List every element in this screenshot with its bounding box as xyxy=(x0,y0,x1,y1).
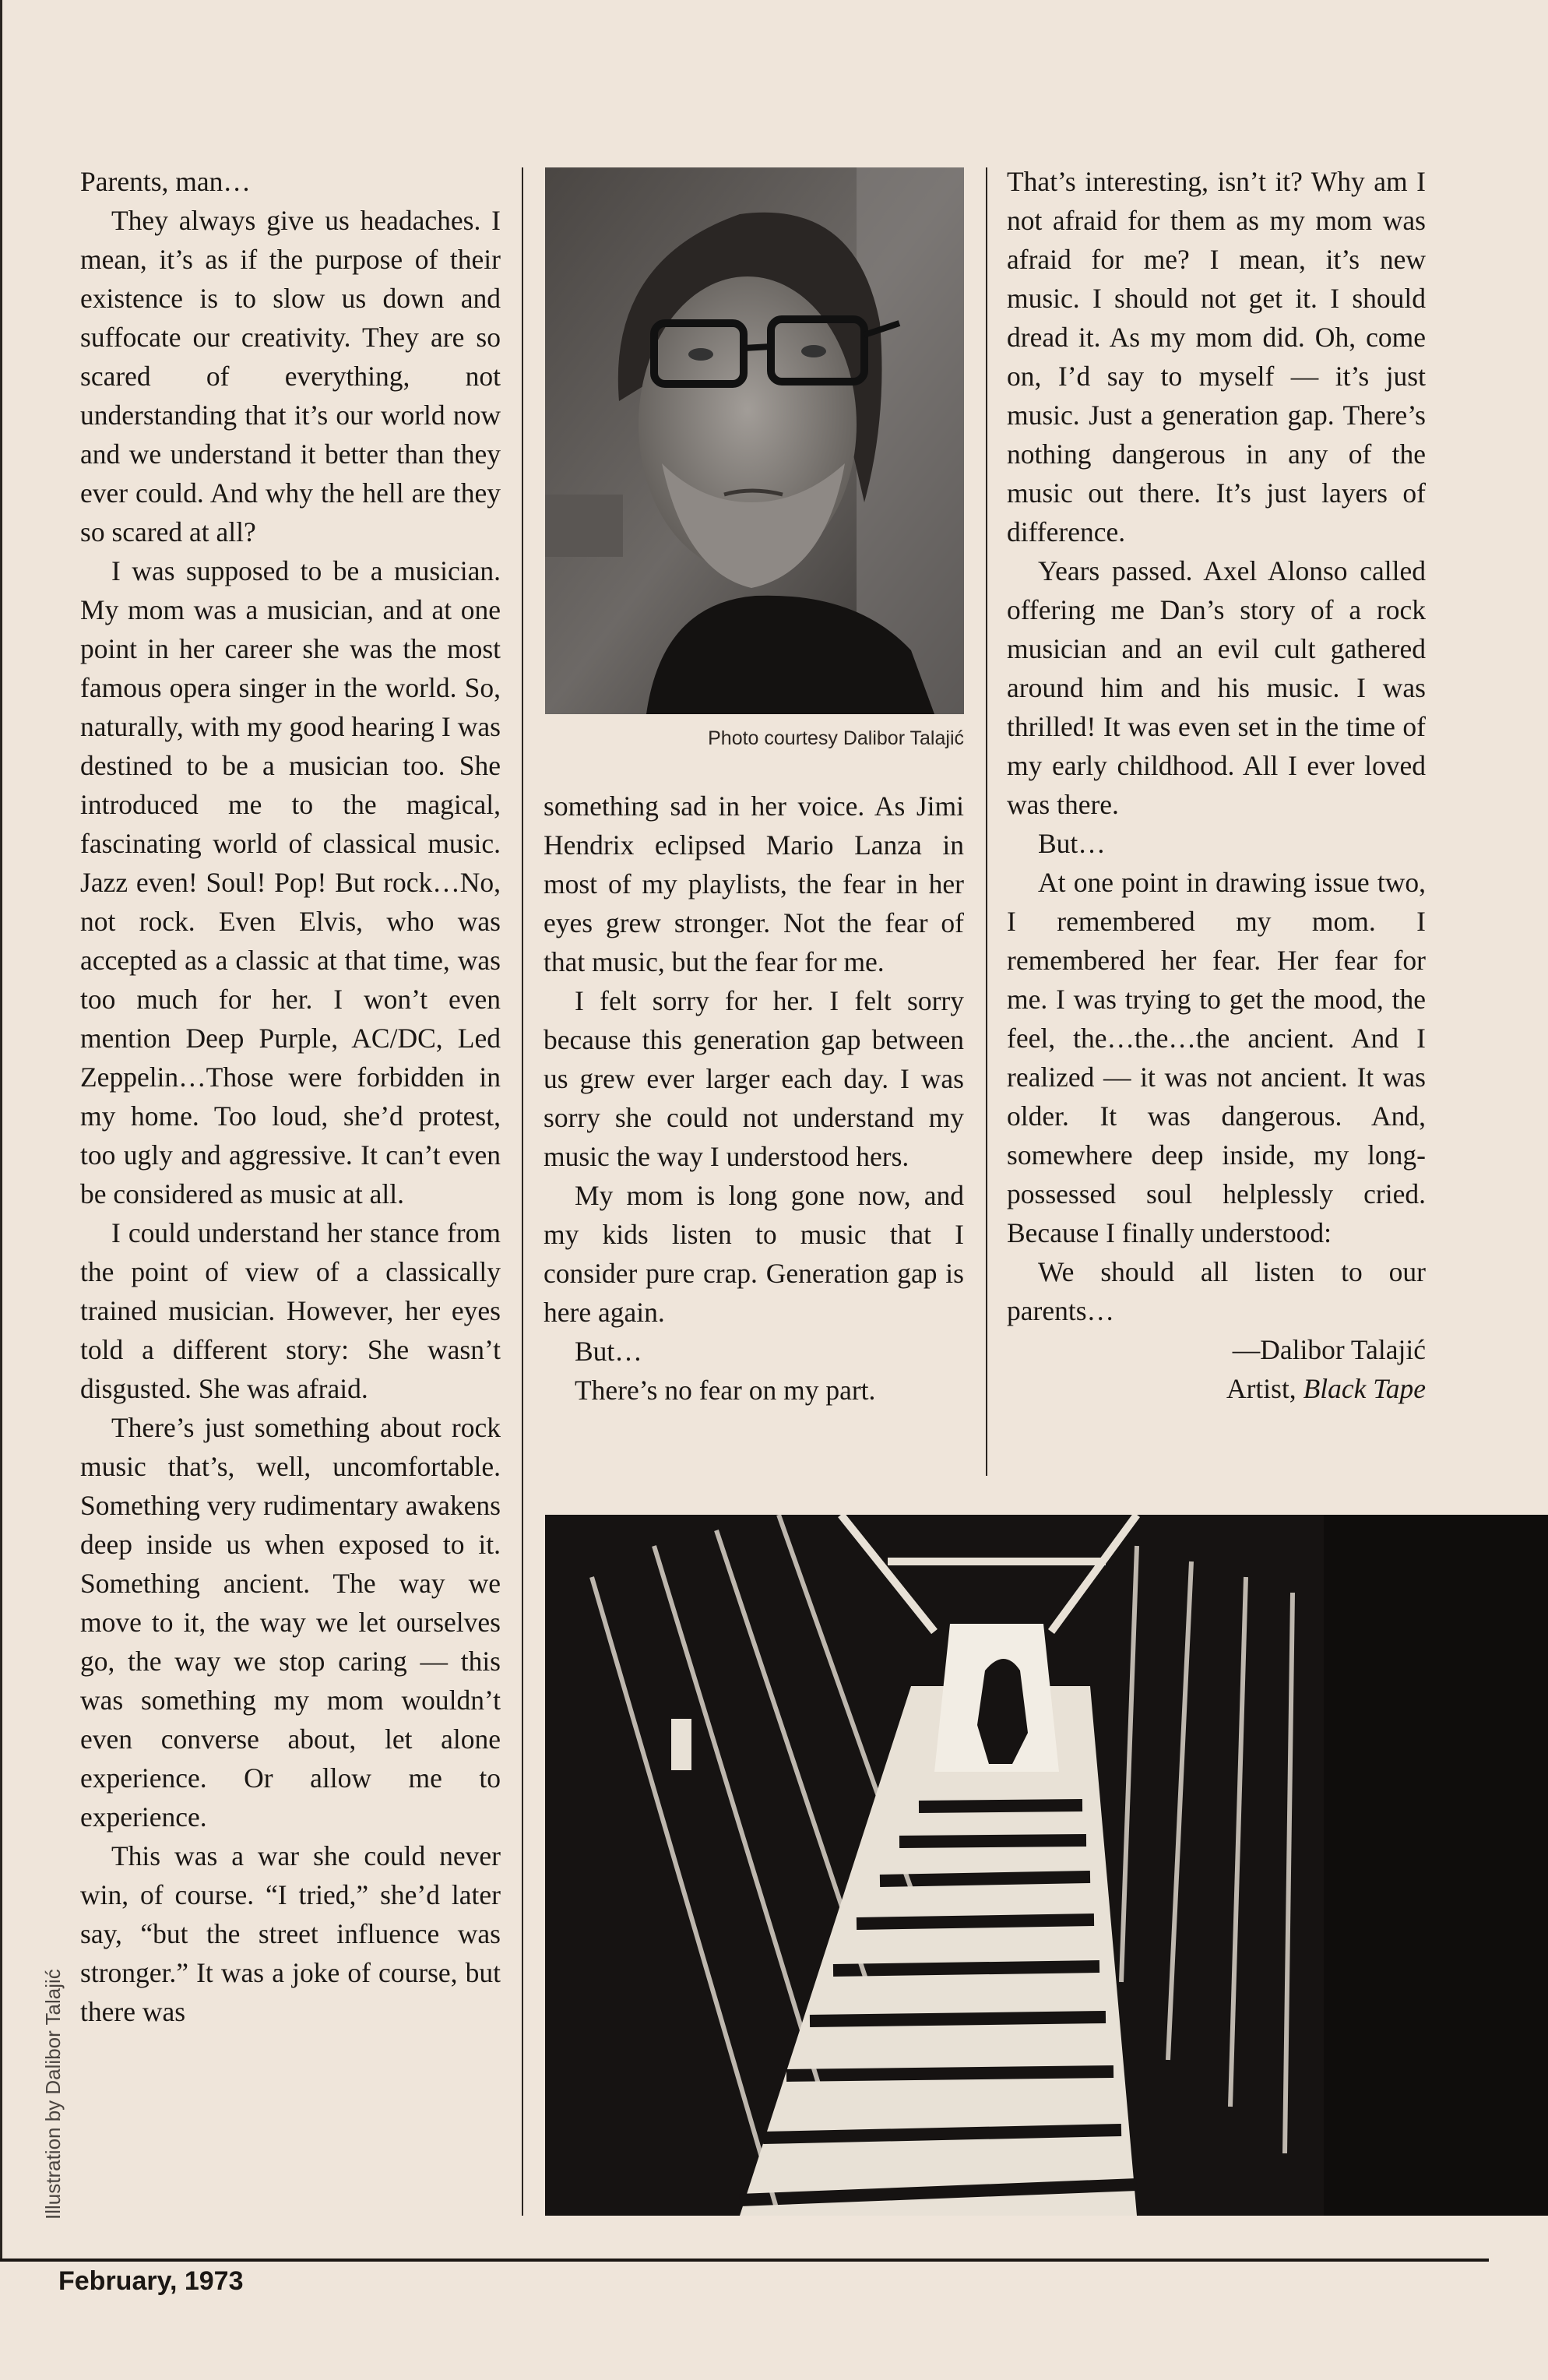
paragraph: I was supposed to be a musician. My mom was a musician, and at one point in her career she was the most famous opera singer in the world. So, naturally, with my good hearing I was destined to be a musician too. She introduced me to the magical, fascinating world of classical music. Jazz even! Soul! Pop! But rock…No, not rock. Even Elvis, who was accepted as a classic at that time, was too much for her. I won’t even mention Deep Purple, AC/DC, Led Zeppelin…Those were forbidden in my home. Too loud, she’d protest, too ugly and aggressive. It can’t even be considered as music at all. xyxy=(80,555,501,1209)
paragraph: There’s no fear on my part. xyxy=(575,1375,876,1406)
paragraph: Years passed. Axel Alonso called offering me Dan’s story of a rock musician and an evil cult gathered around him and his music. I was thrilled! It was even set in the time of my early childhood. All I ever loved was there. xyxy=(1007,555,1426,820)
paragraph: I felt sorry for her. I felt sorry because this generation gap between us grew ever larger each day. I was sorry she could not understand my music the way I understood hers. xyxy=(544,985,964,1172)
paragraph: This was a war she could never win, of course. “I tried,” she’d later say, “but the street influence was stronger.” It was a joke of course, but there was xyxy=(80,1840,501,2027)
article-column-1 xyxy=(80,162,501,2031)
paragraph: But… xyxy=(575,1336,642,1367)
column-divider-1 xyxy=(522,167,523,2216)
paragraph: They always give us headaches. I mean, it’s as if the purpose of their existence is to slow us down and suffocate our creativity. They are so scared of everything, not understanding that it’s our world now and we understand it better than they ever could. And why the hell are they so scared at all? xyxy=(80,205,501,547)
paragraph: But… xyxy=(1038,828,1106,859)
left-edge-rule xyxy=(0,0,2,2259)
signature-book-title: Black Tape xyxy=(1303,1373,1426,1404)
photo-caption: Photo courtesy Dalibor Talajić xyxy=(708,727,964,749)
column-divider-2 xyxy=(986,167,987,1476)
staircase-illustration xyxy=(545,1515,1548,2216)
footer-date: February, 1973 xyxy=(58,2266,244,2296)
author-portrait-photo xyxy=(545,167,964,714)
signature-role xyxy=(1007,1369,1426,1408)
paragraph: Parents, man… xyxy=(80,166,251,197)
paragraph: My mom is long gone now, and my kids listen to music that I consider pure crap. Generation gap is here again. xyxy=(544,1180,964,1328)
illustration-credit: Illustration by Dalibor Talajić xyxy=(41,1969,65,2220)
signature-role-prefix: Artist, xyxy=(1226,1373,1303,1404)
paragraph: There’s just something about rock music that’s, well, uncomfortable. Something very rudimentary awakens deep inside us when exposed to it. Something ancient. The way we move to it, the way we let ourselves go, the way we stop caring — this was something my mom wouldn’t even converse about, let alone experience. Or allow me to experience. xyxy=(80,1412,501,1833)
signature-name: —Dalibor Talajić xyxy=(1232,1334,1426,1365)
paragraph: We should all listen to our parents… xyxy=(1007,1256,1426,1326)
article-column-2 xyxy=(544,787,964,1410)
paragraph: I could understand her stance from the point of view of a classically trained musician. However, her eyes told a different story: She wasn’t disgusted. She was afraid. xyxy=(80,1217,501,1404)
paragraph: At one point in drawing issue two, I remembered my mom. I remembered her fear. Her fear for me. I was trying to get the mood, the feel, the…the…the ancient. And I realized — it was not ancient. It was older. It was dangerous. And, somewhere deep inside, my long-possessed soul helplessly cried. Because I finally understood: xyxy=(1007,867,1426,1248)
article-column-3 xyxy=(1007,162,1426,1408)
paragraph: something sad in her voice. As Jimi Hendrix eclipsed Mario Lanza in most of my playlists, the fear in her eyes grew stronger. Not the fear of that music, but the fear for me. xyxy=(544,790,964,977)
paragraph: That’s interesting, isn’t it? Why am I not afraid for them as my mom was afraid for me? I mean, it’s new music. I should not get it. I should dread it. As my mom did. Oh, come on, I’d say to myself — it’s just music. Just a generation gap. There’s nothing dangerous in any of the music out there. It’s just layers of difference. xyxy=(1007,166,1426,547)
